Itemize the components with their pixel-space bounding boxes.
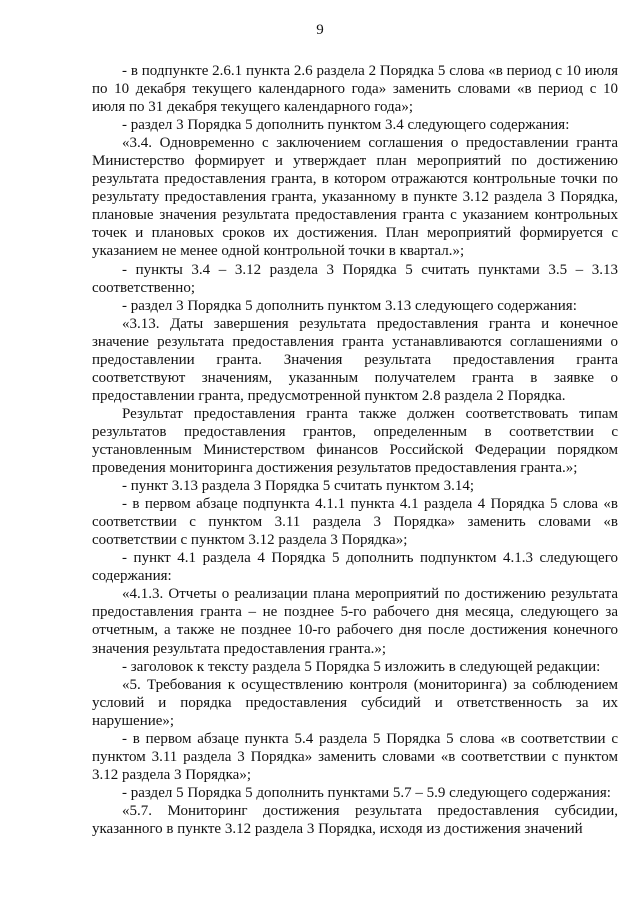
paragraph-9: - в первом абзаце подпункта 4.1.1 пункта 4.1 раздела 4 Порядка 5 слова «в соответствии с пунктом 3.11 раздела 3 Порядка» заменить словами «в соответствии с пунктом 3.12 раздела 3 Порядка»; — [92, 496, 618, 549]
paragraph-14: - в первом абзаце пункта 5.4 раздела 5 Порядка 5 слова «в соответствии с пунктом 3.11 раздела 3 Порядка» заменить словами «в соответствии с пунктом 3.12 раздела 3 Порядка»; — [92, 730, 618, 783]
paragraph-4: - пункты 3.4 – 3.12 раздела 3 Порядка 5 считать пунктами 3.5 – 3.13 соответственно; — [92, 261, 618, 296]
page-number: 9 — [316, 22, 324, 38]
paragraph-16: «5.7. Мониторинг достижения результата предоставления субсидии, указанного в пункте 3.12 раздела 3 Порядка, исходя из достижения значений — [92, 802, 618, 837]
paragraph-12: - заголовок к тексту раздела 5 Порядка 5 изложить в следующей редакции: — [122, 658, 601, 675]
paragraph-13: «5. Требования к осуществлению контроля (мониторинга) за соблюдением условий и порядка предоставления субсидий и ответственность за их нарушение»; — [92, 676, 618, 729]
document-body — [92, 62, 618, 838]
paragraph-5: - раздел 3 Порядка 5 дополнить пунктом 3.13 следующего содержания: — [122, 297, 577, 314]
paragraph-1: - в подпункте 2.6.1 пункта 2.6 раздела 2 Порядка 5 слова «в период с 10 июля по 10 декабря текущего календарного года» заменить словами «в период с 10 июля по 31 декабря текущего календарного года»; — [92, 63, 618, 116]
paragraph-6: «3.13. Даты завершения результата предоставления гранта и конечное значение результата предоставления гранта устанавливаются соглашениями о предоставлении гранта. Значения результата предоставления гранта соответствуют значениям, указанным получателем гранта в заявке о предоставлении гранта, предусмотренной пунктом 2.8 раздела 2 Порядка. — [92, 315, 618, 404]
paragraph-7: Результат предоставления гранта также должен соответствовать типам результатов предоставления грантов, определенным в соответствии с установленным Министерством финансов Российской Федерации порядком проведения мониторинга достижения результатов предоставления гранта.»; — [92, 405, 618, 477]
paragraph-8: - пункт 3.13 раздела 3 Порядка 5 считать пунктом 3.14; — [122, 478, 474, 495]
paragraph-3: «3.4. Одновременно с заключением соглашения о предоставлении гранта Министерство формирует и утверждает план мероприятий по достижению результата предоставления гранта, в котором отражаются контрольные точки по результату предоставления гранта, указанному в пункте 3.12 раздела 3 Порядка, плановые значения результата предоставления гранта с указанием контрольных точек и плановых сроков их достижения. План мероприятий формируется с указанием не менее одной контрольной точки в квартал.»; — [92, 135, 618, 260]
paragraph-11: «4.1.3. Отчеты о реализации плана мероприятий по достижению результата предоставления гранта – не позднее 5-го рабочего дня месяца, следующего за отчетным, а также не позднее 10-го рабочего дня после достижения конечного значения результата предоставления гранта.»; — [92, 586, 618, 657]
paragraph-2: - раздел 3 Порядка 5 дополнить пунктом 3.4 следующего содержания: — [122, 117, 570, 134]
paragraph-10: - пункт 4.1 раздела 4 Порядка 5 дополнить подпунктом 4.1.3 следующего содержания: — [92, 550, 618, 585]
paragraph-15: - раздел 5 Порядка 5 дополнить пунктами 5.7 – 5.9 следующего содержания: — [122, 784, 611, 801]
